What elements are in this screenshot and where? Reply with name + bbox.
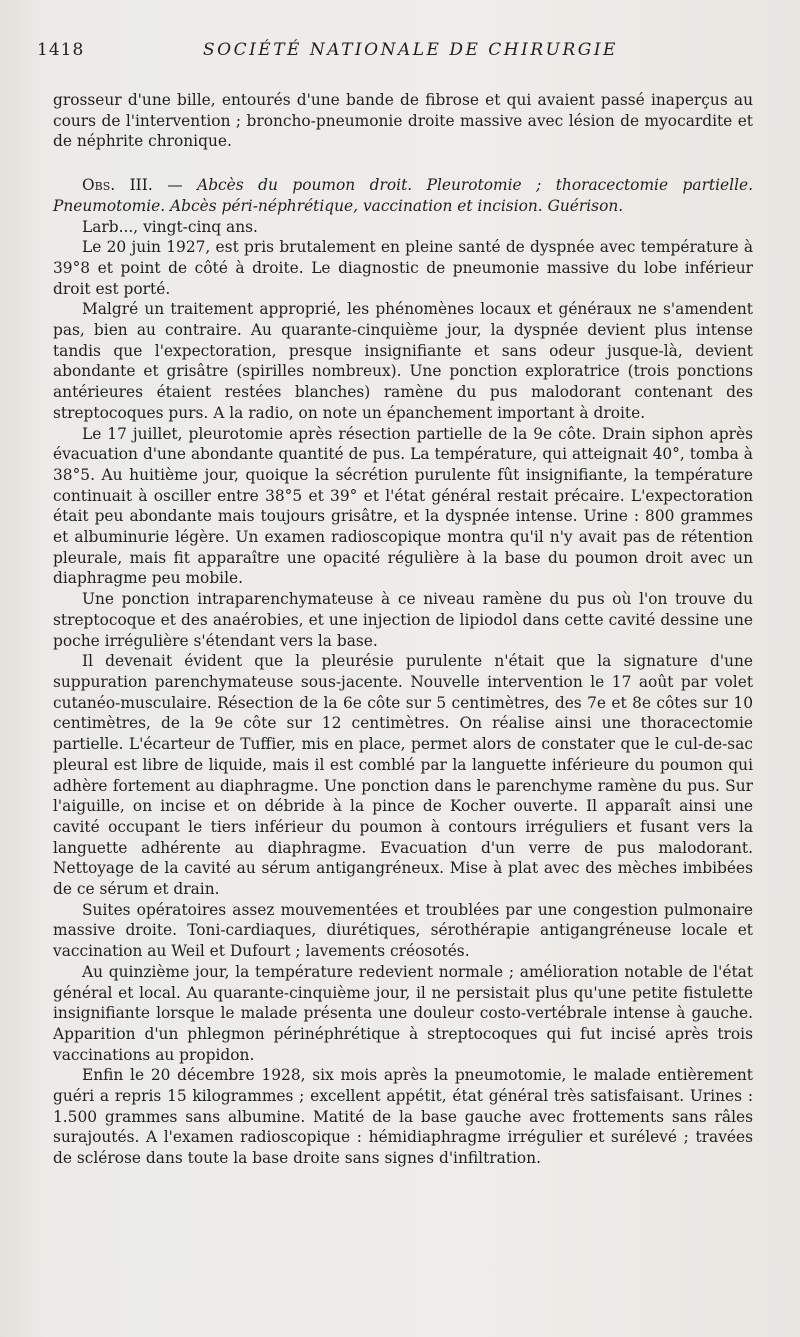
paragraph: Une ponction intraparenchymateuse à ce niveau ramène du pus où l'on trouve du streptocoque et des anaérobies, et une injection de lipiodol dans cette cavité dessine une poche irrégulière s'étendant vers la base. [53, 590, 753, 650]
paragraph-continuation: grosseur d'une bille, entourés d'une bande de fibrose et qui avaient passé inaperçus au cours de l'intervention ; broncho-pneumonie droite massive avec lésion de myocardite et de néphrite chronique. [53, 91, 753, 151]
paragraph: Le 20 juin 1927, est pris brutalement en pleine santé de dyspnée avec température à 39°8 et point de côté à droite. Le diagnostic de pneumonie massive du lobe inférieur droit est porté. [53, 238, 753, 298]
paragraph: Le 17 juillet, pleurotomie après résection partielle de la 9e côte. Drain siphon après évacuation d'une abondante quantité de pus. La température, qui atteignait 40°, tomba à 38°5. Au huitième jour, quoique la sécrétion purulente fût insignifiante, la température continuait à osciller entre 38°5 et 39° et l'état général restait précaire. L'expectoration était peu abondante mais toujours grisâtre, et la dyspnée intense. Urine : 800 grammes et albuminurie légère. Un examen radioscopique montra qu'il n'y avait pas de rétention pleurale, mais fit apparaître une opacité régulière à la base du poumon droit avec un diaphragme peu mobile. [53, 424, 753, 588]
paragraph: Enfin le 20 décembre 1928, six mois après la pneumotomie, le malade entièrement guéri a repris 15 kilogrammes ; excellent appétit, état général très satisfaisant. Urines : 1.500 grammes sans albumine. Matité de la base gauche avec frottements sans râles surajoutés. A l'examen radioscopique : hémidiaphragme irrégulier et surélevé ; travées de sclérose dans toute la base droite sans signes d'infiltration. [53, 1066, 753, 1168]
paragraph: Il devenait évident que la pleurésie purulente n'était que la signature d'une suppuration parenchymateuse sous-jacente. Nouvelle intervention le 17 août par volet cutanéo-musculaire. Résection de la 6e côte sur 5 centimètres, des 7e et 8e côtes sur 10 centimètres, de la 9e côte sur 12 centimètres. On réalise ainsi une thoracectomie partielle. L'écarteur de Tuffier, mis en place, permet alors de constater que le cul-de-sac pleural est libre de liquide, mais il est comblé par la languette inférieure du poumon qui adhère fortement au diaphragme. Une ponction dans le parenchyme ramène du pus. Sur l'aiguille, on incise et on débride à la pince de Kocher ouverte. Il apparaît ainsi une cavité occupant le tiers inférieur du poumon à contours irréguliers et fusant vers la languette adhérente au diaphragme. Evacuation d'un verre de pus malodorant. Nettoyage de la cavité au sérum antigangréneux. Mise à plat avec des mèches imbibées de ce sérum et drain. [53, 652, 753, 899]
patient-line: Larb..., vingt-cinq ans. [82, 217, 258, 236]
observation-heading [53, 175, 753, 216]
page-number: 1418 [37, 40, 85, 60]
observation-label: Obs. III. [82, 176, 153, 195]
observation-title: Abcès du poumon droit. Pleurotomie ; thoracectomie partielle. Pneumotomie. Abcès péri-néphrétique, vaccination et incision. Guérison. [53, 176, 753, 215]
page-header [37, 40, 757, 70]
paragraph: Suites opératoires assez mouvementées et troublées par une congestion pulmonaire massive droite. Toni-cardiaques, diurétiques, sérothérapie antigangréneuse locale et vaccination au Weil et Dufourt ; lavements créosotés. [53, 900, 753, 961]
body-text [53, 90, 753, 1169]
running-title: SOCIÉTÉ NATIONALE DE CHIRURGIE [203, 40, 618, 60]
observation-dash: — [167, 176, 183, 195]
paragraph: Malgré un traitement approprié, les phénomènes locaux et généraux ne s'amendent pas, bien au contraire. Au quarante-cinquième jour, la dyspnée devient plus intense tandis que l'expectoration, presque insignifiante et sans odeur jusque-là, devient abondante et grisâtre (spirilles nombreux). Une ponction exploratrice (trois ponctions antérieures étaient restées blanches) ramène du pus malodorant contenant des streptocoques purs. A la radio, on note un épanchement important à droite. [53, 300, 753, 422]
paragraph: Au quinzième jour, la température redevient normale ; amélioration notable de l'état général et local. Au quarante-cinquième jour, il ne persistait plus qu'une petite fistulette insignifiante lorsque le malade présenta une douleur costo-vertébrale intense à gauche. Apparition d'un phlegmon périnéphrétique à streptocoques qui fut incisé après trois vaccinations au propidon. [53, 962, 753, 1064]
